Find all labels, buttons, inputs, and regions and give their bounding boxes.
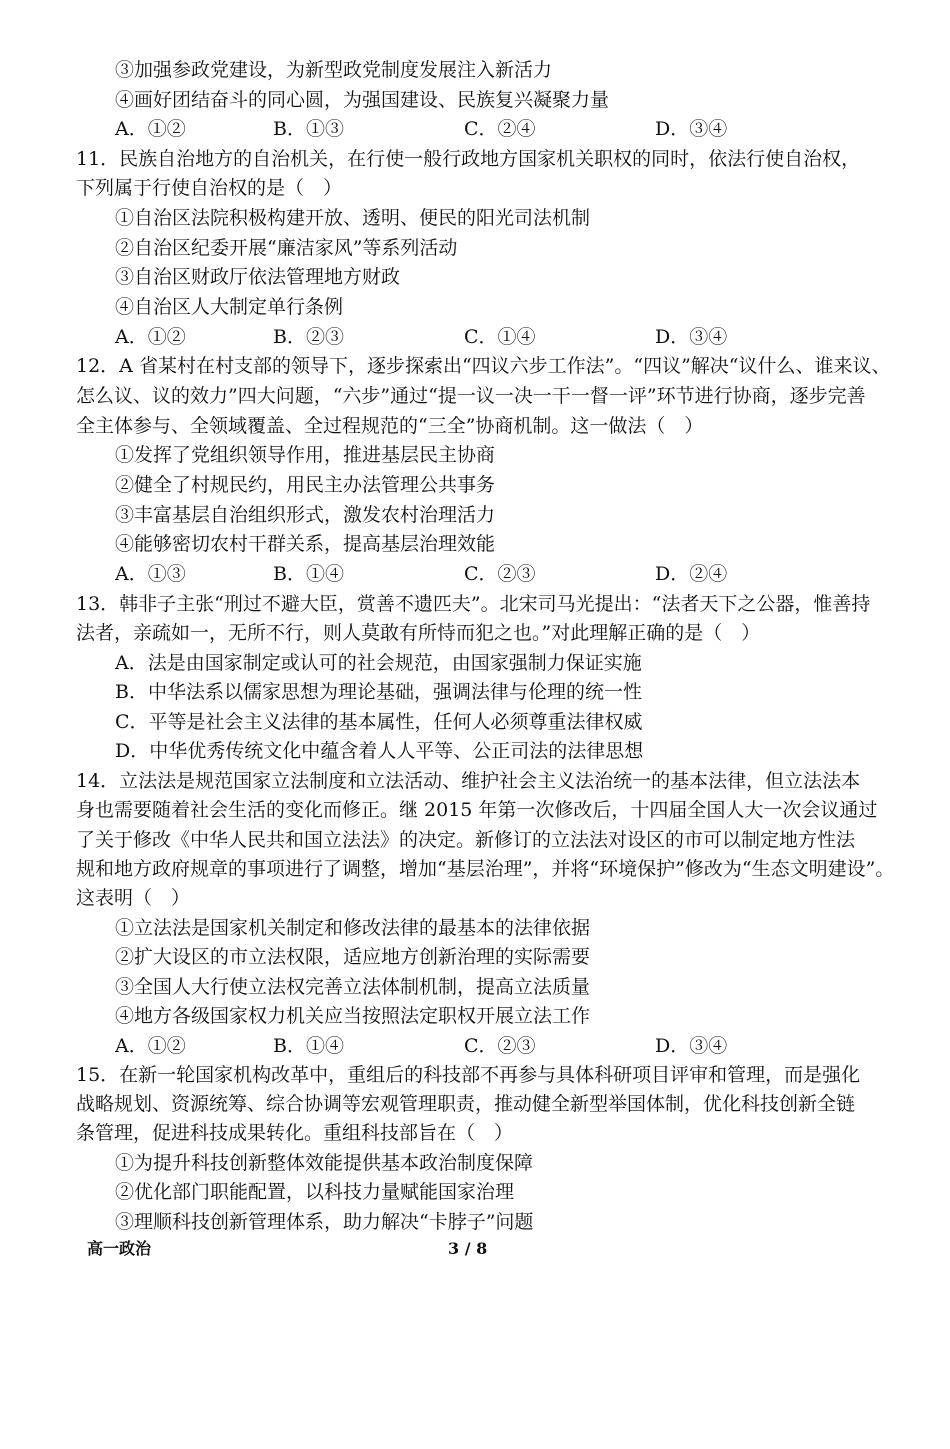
q10-choice-b: B．①③ (273, 118, 344, 140)
q12-stem-line-1: 12．A 省某村在村支部的领导下，逐步探索出“四议六步工作法”。“四议”解决“议什么、谁来议、 (76, 355, 891, 377)
q13-option-d: D．中华优秀传统文化中蕴含着人人平等、公正司法的法律思想 (115, 740, 644, 762)
q11-statement-4: ④自治区人大制定单行条例 (115, 296, 344, 318)
q14-choice-b: B．①④ (273, 1035, 344, 1057)
q12-stem-line-3: 全主体参与、全领域覆盖、全过程规范的“三全”协商机制。这一做法（ ） (76, 415, 704, 437)
q15-stem-line-3: 条管理，促进科技成果转化。重组科技部旨在（ ） (76, 1122, 514, 1144)
q12-choice-b: B．①④ (273, 563, 344, 585)
q15-stem-line-1: 15．在新一轮国家机构改革中，重组后的科技部不再参与具体科研项目评审和管理，而是强化 (76, 1064, 861, 1086)
q14-statement-1: ①立法法是国家机关制定和修改法律的最基本的法律依据 (115, 917, 591, 939)
q15-statement-1: ①为提升科技创新整体效能提供基本政治制度保障 (115, 1152, 534, 1174)
q11-choice-d: D．③④ (655, 326, 728, 348)
q12-statement-2: ②健全了村规民约，用民主办法管理公共事务 (115, 474, 496, 496)
q15-statement-2: ②优化部门职能配置，以科技力量赋能国家治理 (115, 1181, 515, 1203)
q13-stem-line-2: 法者，亲疏如一，无所不行，则人莫敢有所恃而犯之也。”对此理解正确的是（ ） (76, 622, 761, 644)
q12-choice-c: C．②③ (464, 563, 536, 585)
q11-statement-3: ③自治区财政厅依法管理地方财政 (115, 266, 401, 288)
q11-choice-c: C．①④ (464, 326, 536, 348)
q12-choice-d: D．②④ (655, 563, 728, 585)
q11-statement-2: ②自治区纪委开展“廉洁家风”等系列活动 (115, 237, 458, 259)
q12-statement-4: ④能够密切农村干群关系，提高基层治理效能 (115, 533, 496, 555)
q10-choice-a: A．①② (115, 118, 186, 140)
q15-statement-3: ③理顺科技创新管理体系，助力解决“卡脖子”问题 (115, 1211, 534, 1233)
q12-choice-a: A．①③ (115, 563, 186, 585)
q11-choice-a: A．①② (115, 326, 186, 348)
q14-stem-line-5: 这表明（ ） (76, 887, 191, 909)
q15-stem-line-2: 战略规划、资源统筹、综合协调等宏观管理职责，推动健全新型举国体制，优化科技创新全链 (76, 1093, 856, 1115)
q12-stem-line-2: 怎么议、议的效力”四大问题，“六步”通过“提一议一决一干一督一评”环节进行协商，逐步完善 (76, 385, 866, 407)
footer-page-number: 3 / 8 (448, 1239, 488, 1258)
q14-stem-line-1: 14．立法法是规范国家立法制度和立法活动、维护社会主义法治统一的基本法律，但立法法本 (76, 770, 861, 792)
q10-statement-4: ④画好团结奋斗的同心圆，为强国建设、民族复兴凝聚力量 (115, 89, 610, 111)
q14-statement-3: ③全国人大行使立法权完善立法体制机制，提高立法质量 (115, 976, 591, 998)
q13-option-a: A．法是由国家制定或认可的社会规范，由国家强制力保证实施 (115, 652, 642, 674)
q14-choice-a: A．①② (115, 1035, 186, 1057)
q11-stem-line-1: 11．民族自治地方的自治机关，在行使一般行政地方国家机关职权的同时，依法行使自治权， (76, 148, 861, 170)
q13-option-b: B．中华法系以儒家思想为理论基础，强调法律与伦理的统一性 (115, 681, 642, 703)
q10-statement-3: ③加强参政党建设，为新型政党制度发展注入新活力 (115, 59, 553, 81)
q11-choices (115, 324, 895, 350)
q12-statement-3: ③丰富基层自治组织形式，激发农村治理活力 (115, 504, 496, 526)
q14-choice-c: C．②③ (464, 1035, 536, 1057)
q14-stem-line-2: 身也需要随着社会生活的变化而修正。继 2015 年第一次修改后，十四届全国人大一次会议通过 (76, 799, 878, 821)
q11-statement-1: ①自治区法院积极构建开放、透明、便民的阳光司法机制 (115, 207, 591, 229)
q13-option-c: C．平等是社会主义法律的基本属性，任何人必须尊重法律权威 (115, 711, 643, 733)
q10-choice-c: C．②④ (464, 118, 536, 140)
q10-choices (115, 116, 895, 142)
q12-choices (115, 561, 895, 587)
q14-statement-2: ②扩大设区的市立法权限，适应地方创新治理的实际需要 (115, 946, 591, 968)
q14-choices (115, 1033, 895, 1059)
q11-stem-line-2: 下列属于行使自治权的是（ ） (76, 177, 343, 199)
q14-stem-line-4: 规和地方政府规章的事项进行了调整，增加“基层治理”，并将“环境保护”修改为“生态文明建设”。 (76, 858, 895, 880)
q14-stem-line-3: 了关于修改《中华人民共和国立法法》的决定。新修订的立法法对设区的市可以制定地方性法 (76, 829, 856, 851)
q13-stem-line-1: 13．韩非子主张“刑过不避大臣，赏善不遗匹夫”。北宋司马光提出：“法者天下之公器，惟善持 (76, 593, 871, 615)
q12-statement-1: ①发挥了党组织领导作用，推进基层民主协商 (115, 444, 496, 466)
q14-statement-4: ④地方各级国家权力机关应当按照法定职权开展立法工作 (115, 1005, 591, 1027)
footer-subject: 高一政治 (87, 1239, 152, 1258)
q14-choice-d: D．③④ (655, 1035, 728, 1057)
q10-choice-d: D．③④ (655, 118, 728, 140)
q11-choice-b: B．②③ (273, 326, 344, 348)
